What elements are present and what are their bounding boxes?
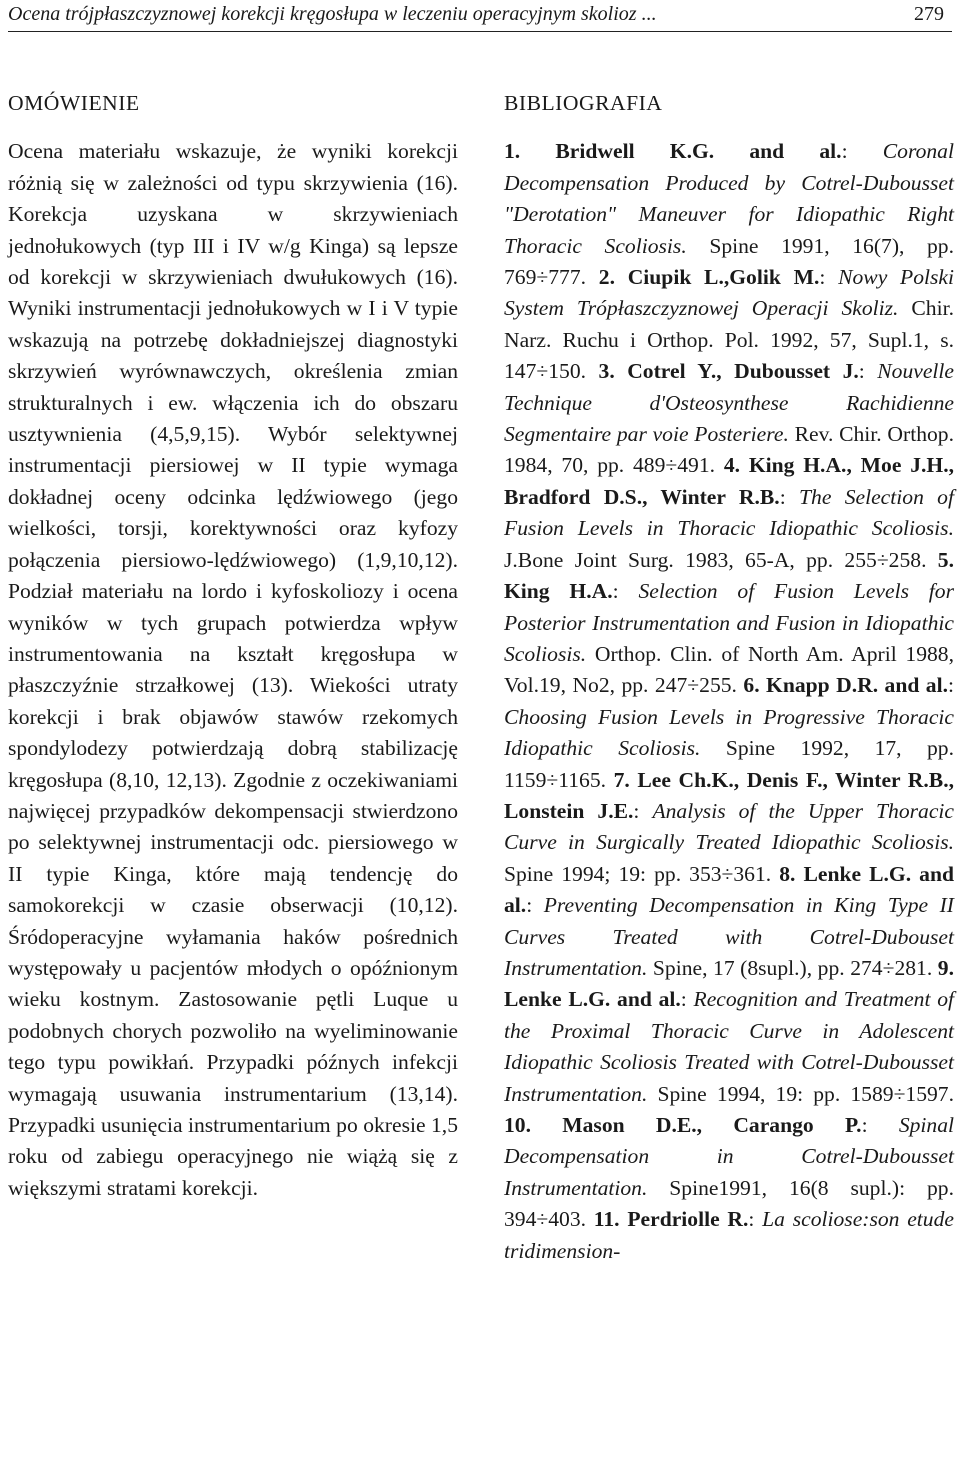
discussion-paragraph: Ocena materiału wskazuje, że wyniki korekcji różnią się w zależności od typu skrzywienia (16). Korekcja uzyskana w skrzywieniach jednołukowych (typ III i IV w/g Kinga) są lepsze od korekcji w skrzywieniach dwułukowych (16). Wyniki instrumentacji jednołukowych w I i V typie wskazują na potrzebę dokładniejszej diagnostyki skrzywień wyrównawczych, określenia zmian strukturalnych i ew. włączenia ich do obszaru usztywnienia (4,5,9,15). Wybór selektywnej instrumentacji piersiowej w II typie wymaga dokładnej oceny odcinka lędźwiowego (jego wielkości, torsji, korektywności oraz kyfozy połączenia piersiowo-lędźwiowego) (1,9,10,12). Podział materiału na lordo i kyfoskoliozy i ocena wyników w tych grupach potwierdza wpływ instrumentowania na kształt kręgosłupa w płaszczyźnie strzałkowej (13). Wiekości utraty korekcji i brak objawów stawów rzekomych spondylodezy potwierdzają dobrą stabilizację kręgosłupa (8,10, 12,13). Zgodnie z oczekiwaniami najwięcej przypadków dekompensacji stwierdzono po selektywnej instrumentacji odc. piersiowego w II typie Kinga, które mają tendencję do samokorekcji w czasie obserwacji (10,12). Śródoperacyjne wyłamania haków pośrednich występowały u pacjentów młodych o opóźnionym wieku kostnym. Zastosowanie pętli Luque u podobnych chorych pozwoliło na wyeliminowanie tego typu powikłań. Przypadki późnych infekcji wymagają usuwania instrumentarium (13,14). Przypadki usunięcia instrumentarium po okresie 1,5 roku od zabiegu operacyjnego nie wiążą się z większymi stratami korekcji. bbox=[8, 139, 458, 1200]
reference-title: La scoliose:son etude tridimension- bbox=[504, 1207, 954, 1263]
bibliography-heading: BIBLIOGRAFIA bbox=[504, 91, 663, 115]
reference-source: Spine 1991, 16(7), pp. 769÷777. bbox=[504, 233, 954, 290]
bibliography-list bbox=[504, 136, 954, 1267]
reference-source: J.Bone Joint Surg. 1983, 65-A, pp. 255÷258. bbox=[504, 547, 927, 572]
reference-title: Coronal Decompensation Produced by Cotrel-Dubousset "Derotation" Maneuver for Idiopathic Right Thoracic Scoliosis. bbox=[504, 139, 954, 258]
reference-source: Orthop. Clin. of North Am. April 1988, Vol.19, No2, pp. 247÷255. bbox=[504, 641, 954, 698]
header-rule bbox=[8, 31, 952, 32]
reference-number: 6. bbox=[743, 673, 760, 698]
bibliography-column bbox=[504, 84, 954, 1267]
reference-title: Nowy Polski System Trópłaszczyznowej Operacji Skoliz. bbox=[504, 265, 954, 321]
reference-title: The Selection of Fusion Levels in Thoracic Idiopathic Scoliosis. bbox=[504, 484, 954, 541]
reference-item: 11. Perdriolle R.: La scoliose:son etude tridimension- bbox=[504, 1207, 954, 1263]
reference-item: 4. King H.A., Moe J.H., Bradford D.S., Winter R.B.: The Selection of Fusion Levels in Thoracic Idiopathic Scoliosis. J.Bone Joint Surg. 1983, 65-A, pp. 255÷258. bbox=[504, 453, 954, 572]
reference-number: 5. bbox=[937, 547, 954, 572]
discussion-heading: OMÓWIENIE bbox=[8, 91, 140, 115]
reference-authors: Lenke L.G. and al. bbox=[504, 987, 681, 1012]
reference-authors: Mason D.E., Carango P. bbox=[562, 1113, 862, 1137]
reference-number: 10. bbox=[504, 1113, 531, 1137]
reference-item: 8. Lenke L.G. and al.: Preventing Decompensation in King Type II Curves Treated with Cotrel-Dubouset Instrumentation. Spine, 17 (8supl.), pp. 274÷281. bbox=[504, 861, 954, 980]
reference-title: Preventing Decompensation in King Type II Curves Treated with Cotrel-Dubouset Instrumentation. bbox=[504, 893, 954, 980]
reference-title: Nouvelle Technique d'Osteosynthese Rachidienne Segmentaire par voie Posteriere. bbox=[504, 359, 955, 447]
reference-number: 4. bbox=[723, 453, 741, 478]
reference-title: Selection of Fusion Levels for Posterior Instrumentation and Fusion in Idiopathic Scoliosis. bbox=[504, 579, 954, 666]
reference-source: Spine, 17 (8supl.), pp. 274÷281. bbox=[652, 955, 933, 980]
reference-source: Spine1991, 16(8 supl.): pp. 394÷403. bbox=[504, 1175, 954, 1232]
page-number: 279 bbox=[914, 3, 944, 25]
reference-item: 1. Bridwell K.G. and al.: Coronal Decompensation Produced by Cotrel-Dubousset "Derotation" Maneuver for Idiopathic Right Thoracic Scoliosis. Spine 1991, 16(7), pp. 769÷777. bbox=[504, 139, 954, 290]
reference-item: 6. Knapp D.R. and al.: Choosing Fusion Levels in Progressive Thoracic Idiopathic Scoliosis. Spine 1992, 17, pp. 1159÷1165. bbox=[504, 673, 955, 792]
reference-authors: Lenke L.G. and al. bbox=[504, 861, 954, 918]
reference-number: 2. bbox=[598, 265, 615, 290]
reference-item: 3. Cotrel Y., Dubousset J.: Nouvelle Technique d'Osteosynthese Rachidienne Segmentaire par voie Posteriere. Rev. Chir. Orthop. 1984, 70, pp. 489÷491. bbox=[504, 359, 955, 478]
reference-source: Spine 1994; 19: pp. 353÷361. bbox=[504, 861, 772, 886]
reference-number: 9. bbox=[937, 955, 954, 980]
reference-source: Rev. Chir. Orthop. 1984, 70, pp. 489÷491. bbox=[504, 422, 954, 478]
reference-title: Choosing Fusion Levels in Progressive Thoracic Idiopathic Scoliosis. bbox=[504, 704, 954, 761]
reference-item: 2. Ciupik L.,Golik M.: Nowy Polski System Trópłaszczyznowej Operacji Skoliz. Chir. Narz. Ruchu i Orthop. Pol. 1992, 57, Supl.1, s. 147÷150. bbox=[504, 265, 954, 384]
reference-authors: Ciupik L.,Golik M. bbox=[627, 265, 820, 290]
reference-title: Spinal Decompensation in Cotrel-Dubousset Instrumentation. bbox=[504, 1113, 954, 1200]
reference-item: 9. Lenke L.G. and al.: Recognition and Treatment of the Proximal Thoracic Curve in Adolescent Idiopathic Scoliosis Treated with Cotrel-Dubousset Instrumentation. Spine 1994, 19: pp. 1589÷1597. bbox=[504, 955, 955, 1106]
reference-number: 3. bbox=[598, 359, 615, 384]
reference-item: 10. Mason D.E., Carango P.: Spinal Decompensation in Cotrel-Dubousset Instrumentation. Spine1991, 16(8 supl.): pp. 394÷403. bbox=[504, 1113, 954, 1232]
reference-title: Recognition and Treatment of the Proximal Thoracic Curve in Adolescent Idiopathic Scoliosis Treated with Cotrel-Dubousset Instrumentation. bbox=[504, 987, 954, 1106]
reference-item: 5. King H.A.: Selection of Fusion Levels for Posterior Instrumentation and Fusion in Idiopathic Scoliosis. Orthop. Clin. of North Am. April 1988, Vol.19, No2, pp. 247÷255. bbox=[504, 547, 954, 698]
reference-authors: Perdriolle R. bbox=[627, 1207, 749, 1232]
running-head-title: Ocena trójpłaszczyznowej korekcji kręgosłupa w leczeniu operacyjnym skolioz ... bbox=[8, 3, 657, 25]
reference-title: Analysis of the Upper Thoracic Curve in Surgically Treated Idiopathic Scoliosis. bbox=[504, 798, 954, 855]
reference-number: 1. bbox=[504, 139, 521, 164]
discussion-column bbox=[8, 84, 458, 1204]
reference-authors: Bridwell K.G. and al. bbox=[555, 139, 842, 164]
reference-authors: King H.A., Moe J.H., Bradford D.S., Winter R.B. bbox=[504, 453, 954, 509]
reference-source: Spine 1992, 17, pp. 1159÷1165. bbox=[504, 736, 955, 792]
reference-number: 7. bbox=[613, 767, 630, 792]
reference-authors: King H.A. bbox=[504, 579, 613, 604]
reference-source: Spine 1994, 19: pp. 1589÷1597. bbox=[657, 1081, 955, 1106]
reference-authors: Knapp D.R. and al. bbox=[766, 673, 948, 698]
reference-number: 11. bbox=[593, 1207, 620, 1232]
reference-source: Chir. Narz. Ruchu i Orthop. Pol. 1992, 57, Supl.1, s. 147÷150. bbox=[504, 296, 954, 384]
reference-number: 8. bbox=[779, 861, 796, 886]
reference-item: 7. Lee Ch.K., Denis F., Winter R.B., Lonstein J.E.: Analysis of the Upper Thoracic Curve in Surgically Treated Idiopathic Scoliosis. Spine 1994; 19: pp. 353÷361. bbox=[504, 767, 954, 886]
reference-authors: Lee Ch.K., Denis F., Winter R.B., Lonstein J.E. bbox=[504, 767, 954, 823]
reference-authors: Cotrel Y., Dubousset J. bbox=[627, 359, 859, 384]
running-head bbox=[8, 0, 952, 30]
